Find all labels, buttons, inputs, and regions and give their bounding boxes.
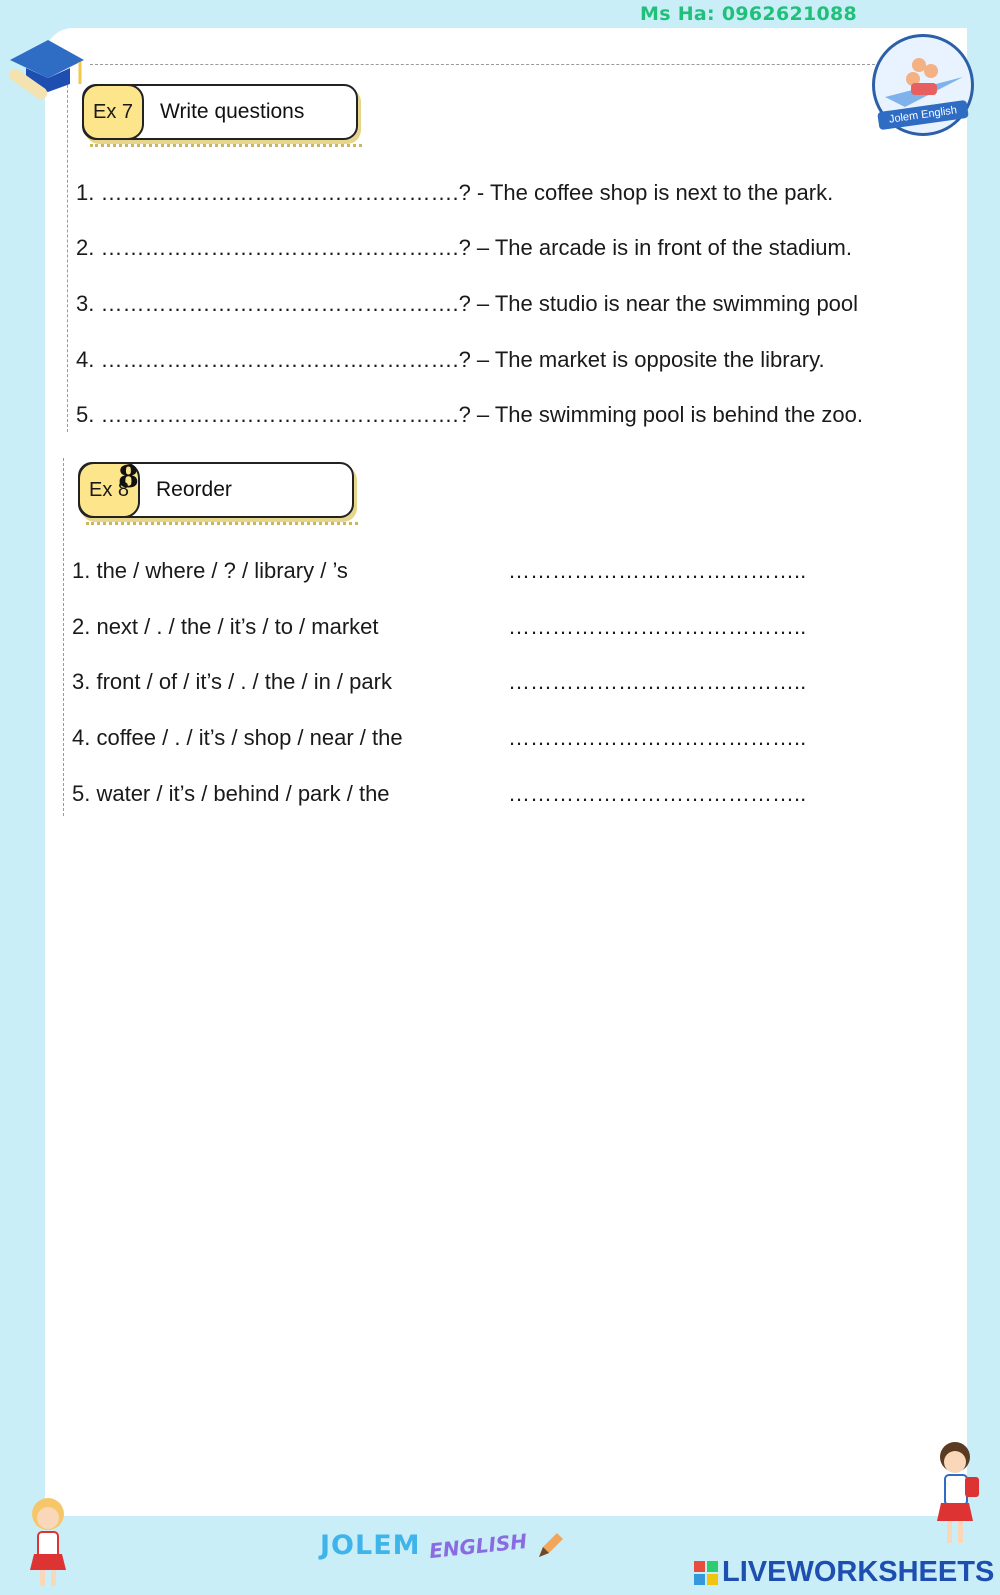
brand-jolem: JOLEM — [320, 1530, 421, 1561]
left-divider-ex8 — [63, 458, 64, 816]
ex8-overlay-number: 8 — [118, 460, 139, 495]
ex7-question-5[interactable]: 5. ………………………………………….? – The swimming pool is behind the zoo. — [76, 402, 863, 427]
ex7-dotted-underline — [90, 144, 362, 147]
liveworksheets-logo-icon — [694, 1561, 718, 1585]
ex8-prompt-5: 5. water / it’s / behind / park / the — [72, 781, 390, 806]
ex8-answer-3[interactable]: ………………………………….. — [508, 669, 807, 694]
ex7-header — [82, 84, 358, 140]
girl-cartoon-left-icon — [18, 1492, 78, 1592]
ex7-question-4[interactable]: 4. ………………………………………….? – The market is opposite the library. — [76, 347, 825, 372]
ex7-question-1[interactable]: 1. ………………………………………….? - The coffee shop is next to the park. — [76, 180, 834, 205]
ex8-prompt-3: 3. front / of / it’s / . / the / in / park — [72, 669, 392, 694]
graduation-cap-icon — [4, 26, 86, 102]
jolem-english-brand — [320, 1530, 565, 1561]
liveworksheets-text: LIVEWORKSHEETS — [722, 1556, 995, 1588]
pencil-icon — [535, 1531, 565, 1561]
girl-cartoon-right-icon — [925, 1437, 987, 1557]
ex8-answer-4[interactable]: ………………………………….. — [508, 725, 807, 750]
ex8-answer-2[interactable]: ………………………………….. — [508, 614, 807, 639]
ex8-answer-1[interactable]: ………………………………….. — [508, 558, 807, 583]
top-divider — [90, 64, 880, 65]
left-divider-ex7 — [67, 70, 68, 432]
ex8-title: Reorder — [156, 478, 232, 501]
ex8-badge: Ex 8 — [78, 462, 140, 518]
brand-english: ENGLISH — [427, 1528, 528, 1563]
ex8-answer-5[interactable]: ………………………………….. — [508, 781, 807, 806]
contact-phone: Ms Ha: 0962621088 — [640, 3, 858, 25]
ex7-badge: Ex 7 — [82, 84, 144, 140]
liveworksheets-brand — [694, 1556, 994, 1589]
ex8-dotted-underline — [86, 522, 358, 525]
ex7-title: Write questions — [160, 100, 305, 123]
ex8-prompt-4: 4. coffee / . / it’s / shop / near / the — [72, 725, 403, 750]
ex8-prompt-2: 2. next / . / the / it’s / to / market — [72, 614, 379, 639]
ex7-question-2[interactable]: 2. ………………………………………….? – The arcade is in front of the stadium. — [76, 235, 852, 260]
logo-ribbon-text: Jolem English — [877, 100, 969, 130]
ex8-prompt-1: 1. the / where / ? / library / ’s — [72, 558, 348, 583]
ex7-question-3[interactable]: 3. ………………………………………….? – The studio is near the swimming pool — [76, 291, 859, 316]
